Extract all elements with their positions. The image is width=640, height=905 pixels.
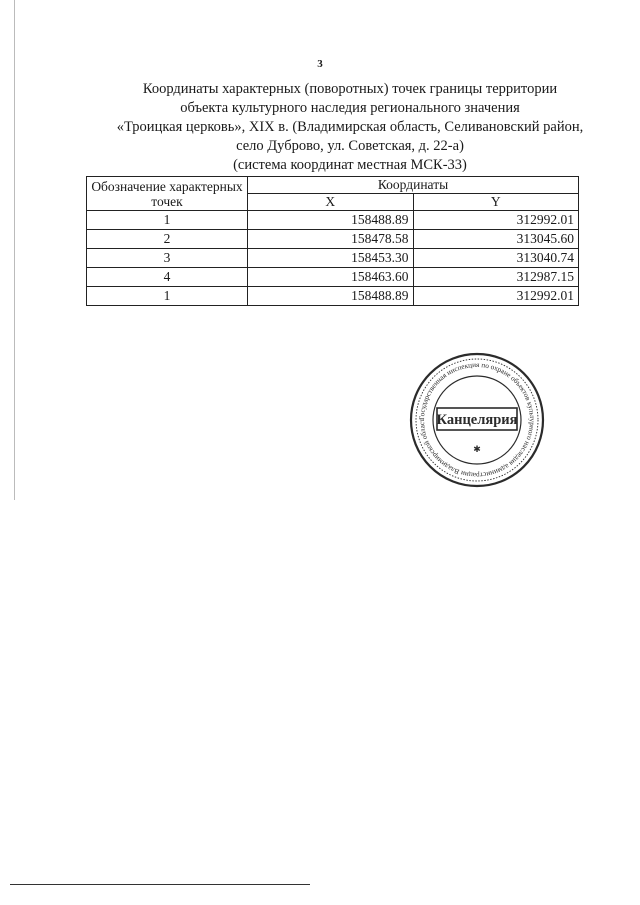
y-value: 312992.01 bbox=[413, 211, 579, 230]
heading-line-2: объекта культурного наследия регионального значения bbox=[180, 100, 520, 116]
x-value: 158478.58 bbox=[248, 230, 414, 249]
point-label: 2 bbox=[87, 230, 248, 249]
point-label: 3 bbox=[87, 249, 248, 268]
heading-line-4: село Дуброво, ул. Советская, д. 22-а) bbox=[236, 138, 464, 154]
point-label: 1 bbox=[87, 287, 248, 306]
x-value: 158488.89 bbox=[248, 287, 414, 306]
seal-ring-text: Государственная инспекция по охране объектов культурного наследия администрации Владимирской област bbox=[417, 360, 537, 480]
x-value: 158488.89 bbox=[248, 211, 414, 230]
seal-star-icon: ✱ bbox=[473, 445, 481, 455]
point-label: 4 bbox=[87, 268, 248, 287]
heading-line-5: (система координат местная МСК-33) bbox=[233, 157, 467, 173]
column-header-designation: Обозначение характерных точек bbox=[87, 177, 248, 211]
table-row bbox=[87, 287, 579, 306]
heading-line-3: «Троицкая церковь», XIX в. (Владимирская область, Селивановский район, bbox=[116, 119, 584, 135]
bottom-rule-divider bbox=[10, 884, 310, 885]
point-label: 1 bbox=[87, 211, 248, 230]
table-row bbox=[87, 211, 579, 230]
y-value: 312992.01 bbox=[413, 287, 579, 306]
y-value: 312987.15 bbox=[413, 268, 579, 287]
office-seal-stamp bbox=[407, 352, 547, 488]
scan-edge-line bbox=[14, 0, 15, 500]
column-header-y: Y bbox=[413, 194, 579, 211]
x-value: 158453.30 bbox=[248, 249, 414, 268]
table-row bbox=[87, 249, 579, 268]
seal-center-text: Канцелярия bbox=[436, 412, 518, 428]
table-row bbox=[87, 268, 579, 287]
y-value: 313045.60 bbox=[413, 230, 579, 249]
heading-line-1: Координаты характерных (поворотных) точек границы территории bbox=[142, 81, 558, 97]
column-header-x: X bbox=[248, 194, 414, 211]
x-value: 158463.60 bbox=[248, 268, 414, 287]
coordinates-table bbox=[86, 176, 579, 306]
page-number: 3 bbox=[317, 58, 323, 70]
table-row bbox=[87, 230, 579, 249]
y-value: 313040.74 bbox=[413, 249, 579, 268]
document-heading bbox=[80, 80, 620, 175]
column-header-coordinates: Координаты bbox=[248, 177, 579, 194]
